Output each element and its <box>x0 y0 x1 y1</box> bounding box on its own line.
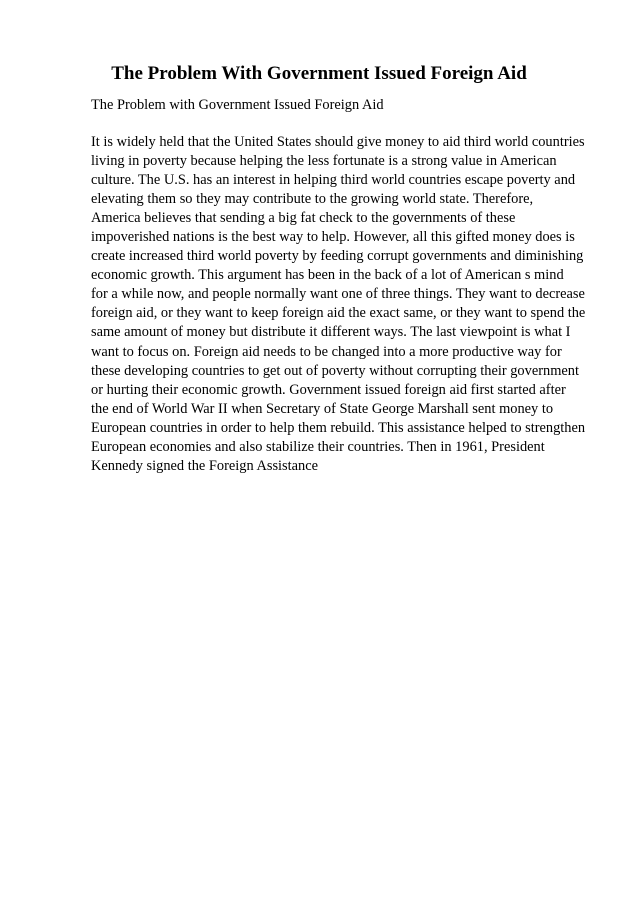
body-line: create increased third world poverty by feeding corrupt governments and diminishing <box>91 248 584 265</box>
body-line: European economies and also stabilize their countries. Then in 1961, President <box>91 438 545 455</box>
body-line: economic growth. This argument has been in the back of a lot of American s mind <box>91 267 564 284</box>
body-line: impoverished nations is the best way to help. However, all this gifted money does is <box>91 229 575 246</box>
body-line: Kennedy signed the Foreign Assistance <box>91 457 319 474</box>
body-line: America believes that sending a big fat check to the governments of these <box>91 210 516 227</box>
body-line: want to focus on. Foreign aid needs to be changed into a more productive way for <box>91 343 562 360</box>
body-line: for a while now, and people normally want one of three things. They want to decrease <box>91 286 585 303</box>
body-line: the end of World War II when Secretary of State George Marshall sent money to <box>91 400 554 417</box>
body-line: elevating them so they may contribute to the growing world state. Therefore, <box>91 191 534 208</box>
body-line: living in poverty because helping the less fortunate is a strong value in American <box>91 153 557 170</box>
body-line: culture. The U.S. has an interest in helping third world countries escape poverty and <box>91 172 576 189</box>
body-line: or hurting their economic growth. Government issued foreign aid first started after <box>91 381 566 398</box>
body-line: European countries in order to help them rebuild. This assistance helped to strengthen <box>91 419 586 436</box>
body-line: these developing countries to get out of poverty without corrupting their government <box>91 362 579 379</box>
body-line: foreign aid, or they want to keep foreign aid the exact same, or they want to spend the <box>91 305 586 322</box>
document-body <box>91 133 591 476</box>
document-subtitle: The Problem with Government Issued Foreign Aid <box>91 97 384 113</box>
body-line: same amount of money but distribute it different ways. The last viewpoint is what I <box>91 324 571 341</box>
document-title: The Problem With Government Issued Foreign Aid <box>111 63 527 84</box>
body-line: It is widely held that the United States should give money to aid third world countries <box>91 134 585 150</box>
